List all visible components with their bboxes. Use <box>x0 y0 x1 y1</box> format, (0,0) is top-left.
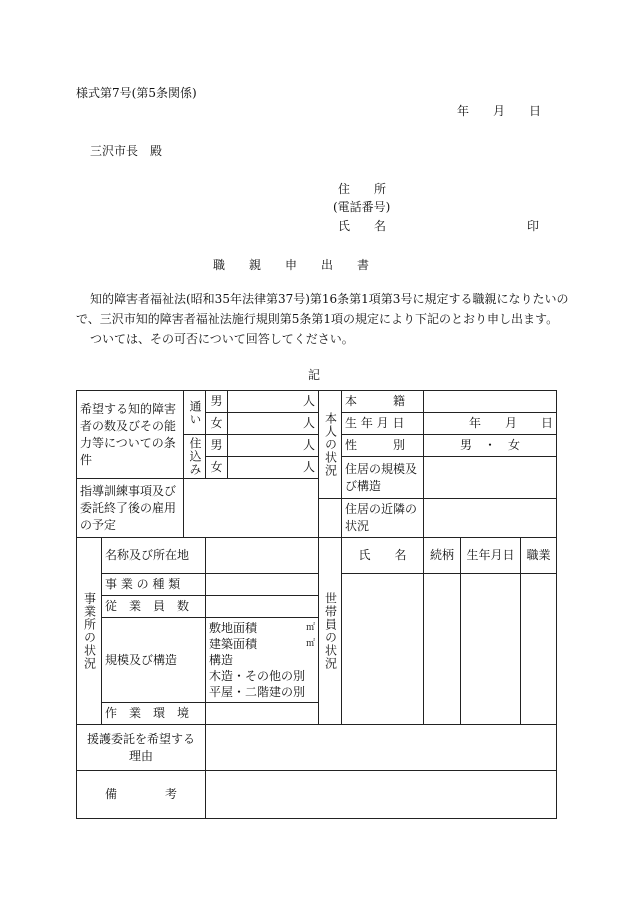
building-area-label: 建築面積 <box>209 637 258 651</box>
hh-relation-col[interactable] <box>424 574 461 725</box>
livein-female-count[interactable]: 人 <box>228 457 319 479</box>
commute-female-count[interactable]: 人 <box>228 413 319 435</box>
commute-male-count[interactable]: 人 <box>228 391 319 413</box>
sex-value[interactable]: 男 ・ 女 <box>424 435 557 457</box>
body-line-3: ついては、その可否について回答してください。 <box>90 332 354 346</box>
business-type-value[interactable] <box>206 574 319 596</box>
hh-birth-col[interactable] <box>461 574 521 725</box>
scale-structure-value[interactable] <box>206 618 319 703</box>
body-line-1: 知的障害者福祉法(昭和35年法律第37号)第16条第1項第3号に規定する職親になりたいの <box>90 292 569 306</box>
household-status-label: 世帯員の状況 <box>319 538 342 725</box>
employees-value[interactable] <box>206 596 319 618</box>
hh-name-header: 氏 名 <box>342 538 424 574</box>
hh-name-col[interactable] <box>342 574 424 725</box>
hh-job-col[interactable] <box>521 574 557 725</box>
self-status-label: 本人の状況 <box>319 391 342 499</box>
birthdate-label: 生 年 月 日 <box>342 413 424 435</box>
hh-job-header: 職業 <box>521 538 557 574</box>
building-area-unit: ㎡ <box>306 639 316 649</box>
honseki-value[interactable] <box>424 391 557 413</box>
residence-structure-value[interactable] <box>424 457 557 499</box>
application-form-table <box>76 390 557 819</box>
reason-value[interactable] <box>206 725 557 771</box>
training-plan-label: 指導訓練事項及び委託終了後の雇用の予定 <box>77 479 184 538</box>
office-name-label: 名称及び所在地 <box>102 538 206 574</box>
body-line-2: で、三沢市知的障害者福祉法施行規則第5条第1項の規定により下記のとおり申し出ます。 <box>76 312 559 326</box>
birthdate-value[interactable]: 年 月 日 <box>424 413 557 435</box>
honseki-label: 本 籍 <box>342 391 424 413</box>
sex-label: 性 別 <box>342 435 424 457</box>
site-area-unit: ㎡ <box>306 623 316 633</box>
structure-label: 構造 <box>209 653 234 667</box>
livein-male-count[interactable]: 人 <box>228 435 319 457</box>
business-type-label: 事 業 の 種 類 <box>102 574 206 596</box>
reason-label: 援護委託を希望する理由 <box>77 725 206 771</box>
livein-female: 女 <box>206 457 228 479</box>
remarks-label: 備 考 <box>77 771 206 819</box>
name-label: 氏 名 <box>338 219 387 233</box>
floors-label: 平屋・二階建の別 <box>209 685 306 699</box>
training-plan-value[interactable] <box>184 479 319 538</box>
scale-structure-label: 規模及び構造 <box>102 618 206 703</box>
phone-label: (電話番号) <box>333 200 391 214</box>
wood-other-label: 木造・その他の別 <box>209 669 306 683</box>
employees-label: 従 業 員 数 <box>102 596 206 618</box>
commute-male: 男 <box>206 391 228 413</box>
office-name-value[interactable] <box>206 538 319 574</box>
neighborhood-label: 住居の近隣の状況 <box>342 499 424 538</box>
site-area-label: 敷地面積 <box>209 621 258 635</box>
residence-structure-label: 住居の規模及び構造 <box>342 457 424 499</box>
commute-female: 女 <box>206 413 228 435</box>
address-label: 住 所 <box>338 182 387 196</box>
empty-merge-cell <box>319 499 342 538</box>
livein-male: 男 <box>206 435 228 457</box>
remarks-value[interactable] <box>206 771 557 819</box>
hh-birth-header: 生年月日 <box>461 538 521 574</box>
hh-relation-header: 続柄 <box>424 538 461 574</box>
addressee: 三沢市長 殿 <box>90 144 163 158</box>
desired-conditions-label: 希望する知的障害者の数及びその能力等についての条件 <box>77 391 184 479</box>
neighborhood-value[interactable] <box>424 499 557 538</box>
date-line: 年 月 日 <box>457 104 542 118</box>
commute-label: 通い <box>184 391 206 435</box>
office-status-label: 事業所の状況 <box>77 538 102 725</box>
document-title: 職 親 申 出 書 <box>213 258 370 272</box>
ki-marker: 記 <box>308 368 321 382</box>
seal-mark: 印 <box>527 219 540 233</box>
work-env-label: 作 業 環 境 <box>102 703 206 725</box>
work-env-value[interactable] <box>206 703 319 725</box>
livein-label: 住込み <box>184 435 206 479</box>
form-number: 様式第7号(第5条関係) <box>76 86 197 100</box>
